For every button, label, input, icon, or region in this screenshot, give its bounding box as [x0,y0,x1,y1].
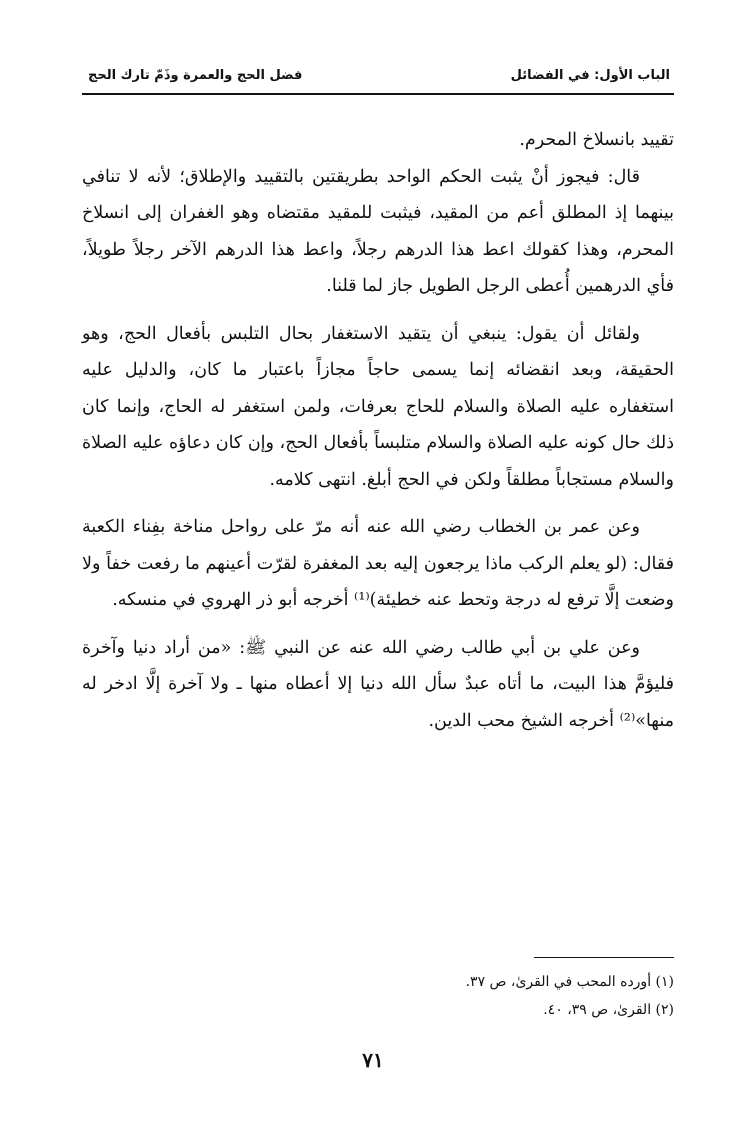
page-number: ٧١ [362,1048,384,1072]
footnote-1: (١) أورده المحب في القرىٰ، ص ٣٧. [465,974,674,990]
paragraph: ولقائل أن يقول: ينبغي أن يتقيد الاستغفار بحال التلبس بأفعال الحج، وهو الحقيقة، وبعد انقضائه إنما يسمى حاجاً مجازاً باعتبار ما كان، والدليل عليه استغفاره عليه الصلاة والسلام للحاج بعرفات، ولمن استغفر له الحاج، وإنما كان ذلك حال كونه عليه الصلاة والسلام متلبساً بأفعال الحج، وإن كان دعاؤه عليه الصلاة والسلام مستجاباً مطلقاً ولكن في الحج أبلغ. انتهى كلامه. [81,323,674,490]
running-header [88,62,670,88]
paragraph: تقييد بانسلاخ المحرم. [519,130,674,150]
header-rule [82,93,674,95]
footnote-2: (٢) القرىٰ، ص ٣٩، ٤٠. [543,1002,674,1018]
section-title: فضل الحج والعمرة وذَمّ تارك الحج [88,67,303,83]
paragraph: قال: فيجوز أنْ يثبت الحكم الواحد بطريقتين بالتقييد والإطلاق؛ لأنه لا تنافي بينهما إذ المطلق أعم من المقيد، فيثبت للمقيد مقتضاه وهو الغفران إلى انسلاخ المحرم، وهذا كقولك اعط هذا الدرهم رجلاً، واعط هذا الدرهم الآخر رجلاً طويلاً، فأي الدرهمين أُعطى الرجل الطويل جاز لما قلنا. [82,166,674,296]
footnotes [300,968,674,1024]
main-text [82,122,674,739]
paragraph: وعن عمر بن الخطاب رضي الله عنه أنه مرّ على رواحل مناخة بفِناء الكعبة فقال: (لو يعلم الركب ماذا يرجعون إليه بعد المغفرة لقرّت أعينهم ما رفعت خفاً ولا وضعت إلَّا ترفع له درجة وتحط عنه خطيئة)⁽¹⁾ أخرجه أبو ذر الهروي في منسكه. [82,517,674,610]
footnote-separator [534,957,674,958]
paragraph: وعن علي بن أبي طالب رضي الله عنه عن النبي ﷺ: «من أراد دنيا وآخرة فليؤمَّ هذا البيت، ما أتاه عبدٌ سأل الله دنيا إلا أعطاه منها ـ ولا آخرة إلَّا ادخر له منها»⁽²⁾ أخرجه الشيخ محب الدين. [82,637,674,731]
chapter-title: الباب الأول: في الفضائل [510,67,670,83]
